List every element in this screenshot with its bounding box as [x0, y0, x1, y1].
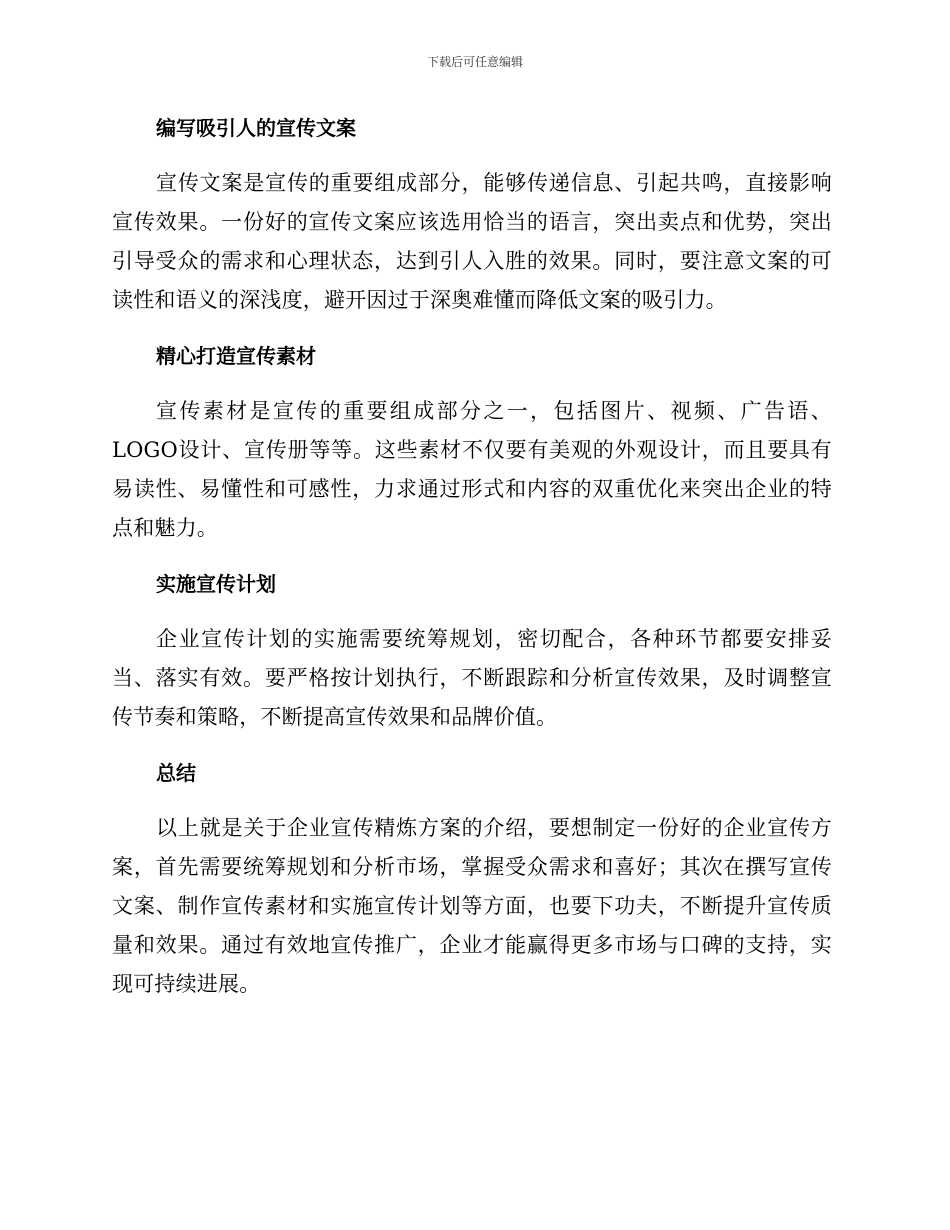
section-paragraph-plan: 企业宣传计划的实施需要统筹规划，密切配合，各种环节都要安排妥当、落实有效。要严格按计划执行，不断跟踪和分析宣传效果，及时调整宣传节奏和策略，不断提高宣传效果和品牌价值。 — [112, 627, 832, 729]
page-header-note: 下载后可任意编辑 — [426, 55, 523, 69]
section-paragraph-materials: 宣传素材是宣传的重要组成部分之一，包括图片、视频、广告语、LOGO设计、宣传册等等。这些素材不仅要有美观的外观设计，而且要具有易读性、易懂性和可感性，力求通过形式和内容的双重优化来突出企业的特点和魅力。 — [112, 399, 832, 540]
section-heading-summary: 总结 — [156, 761, 196, 785]
section-heading-plan: 实施宣传计划 — [156, 572, 276, 596]
section-heading-copywriting: 编写吸引人的宣传文案 — [156, 116, 356, 140]
section-paragraph-copywriting: 宣传文案是宣传的重要组成部分，能够传递信息、引起共鸣，直接影响宣传效果。一份好的宣传文案应该选用恰当的语言，突出卖点和优势，突出引导受众的需求和心理状态，达到引人入胜的效果。同时，要注意文案的可读性和语义的深浅度，避开因过于深奥难懂而降低文案的吸引力。 — [112, 171, 832, 312]
document-body — [112, 112, 832, 1004]
section-heading-materials: 精心打造宣传素材 — [156, 344, 316, 368]
section-paragraph-summary: 以上就是关于企业宣传精炼方案的介绍，要想制定一份好的企业宣传方案，首先需要统筹规划和分析市场，掌握受众需求和喜好；其次在撰写宣传文案、制作宣传素材和实施宣传计划等方面，也要下功夫，不断提升宣传质量和效果。通过有效地宣传推广，企业才能赢得更多市场与口碑的支持，实现可持续进展。 — [112, 816, 832, 996]
